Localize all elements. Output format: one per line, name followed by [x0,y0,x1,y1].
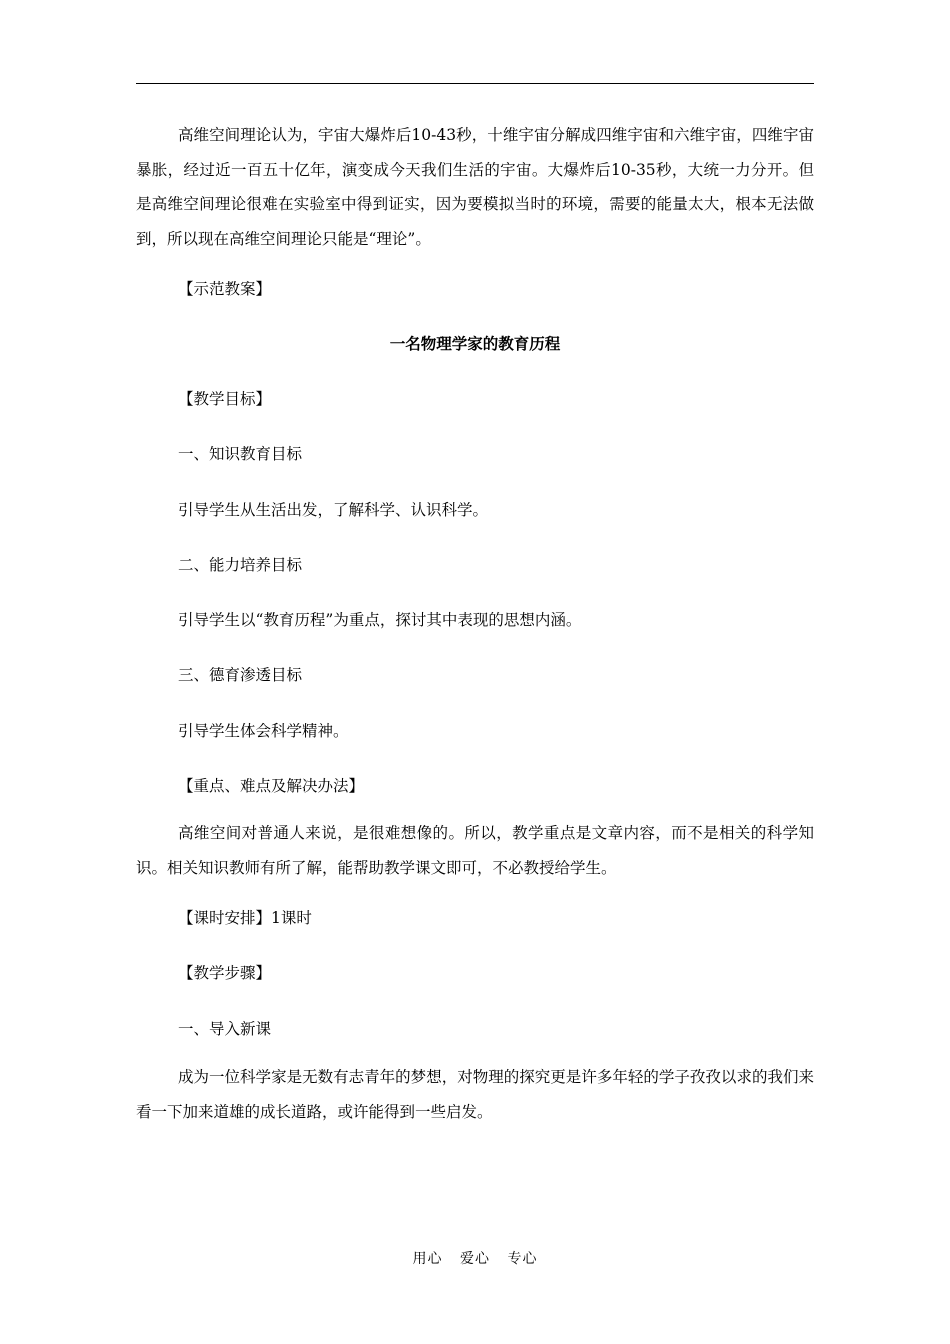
goal1-text: 引导学生从生活出发，了解科学、认识科学。 [178,501,489,519]
header-rule [136,83,814,84]
page-footer: 用心 爱心 专心 [412,1251,538,1267]
steps-heading: 【教学步骤】 [178,964,272,982]
document-body [136,118,814,1129]
intro-paragraph: 高维空间理论认为，宇宙大爆炸后10-43秒，十维宇宙分解成四维宇宙和六维宇宙，四维宇宙暴胀，经过近一百五十亿年，演变成今天我们生活的宇宙。大爆炸后10-35秒，大统一力分开。但是高维空间理论很难在实验室中得到证实，因为要模拟当时的环境，需要的能量太大，根本无法做到，所以现在高维空间理论只能是“理论”。 [136,126,814,248]
goal1-heading: 一、知识教育目标 [178,445,303,463]
goal3-heading: 三、德育渗透目标 [178,666,303,684]
goal3-text: 引导学生体会科学精神。 [178,722,349,740]
keypoints-paragraph: 高维空间对普通人来说，是很难想像的。所以，教学重点是文章内容，而不是相关的科学知识。相关知识教师有所了解，能帮助教学课文即可，不必教授给学生。 [136,824,814,877]
keypoints-heading: 【重点、难点及解决办法】 [178,777,365,795]
goals-heading: 【教学目标】 [178,390,272,408]
sample-heading: 【示范教案】 [178,280,272,298]
goal2-text: 引导学生以“教育历程”为重点，探讨其中表现的思想内涵。 [178,611,582,629]
schedule-line: 【课时安排】1课时 [178,909,312,927]
goal2-heading: 二、能力培养目标 [178,556,303,574]
step1-paragraph: 成为一位科学家是无数有志青年的梦想，对物理的探究更是许多年轻的学子孜孜以求的我们来看一下加来道雄的成长道路，或许能得到一些启发。 [136,1068,814,1121]
step1-heading: 一、导入新课 [178,1020,272,1038]
lesson-title: 一名物理学家的教育历程 [389,334,561,353]
